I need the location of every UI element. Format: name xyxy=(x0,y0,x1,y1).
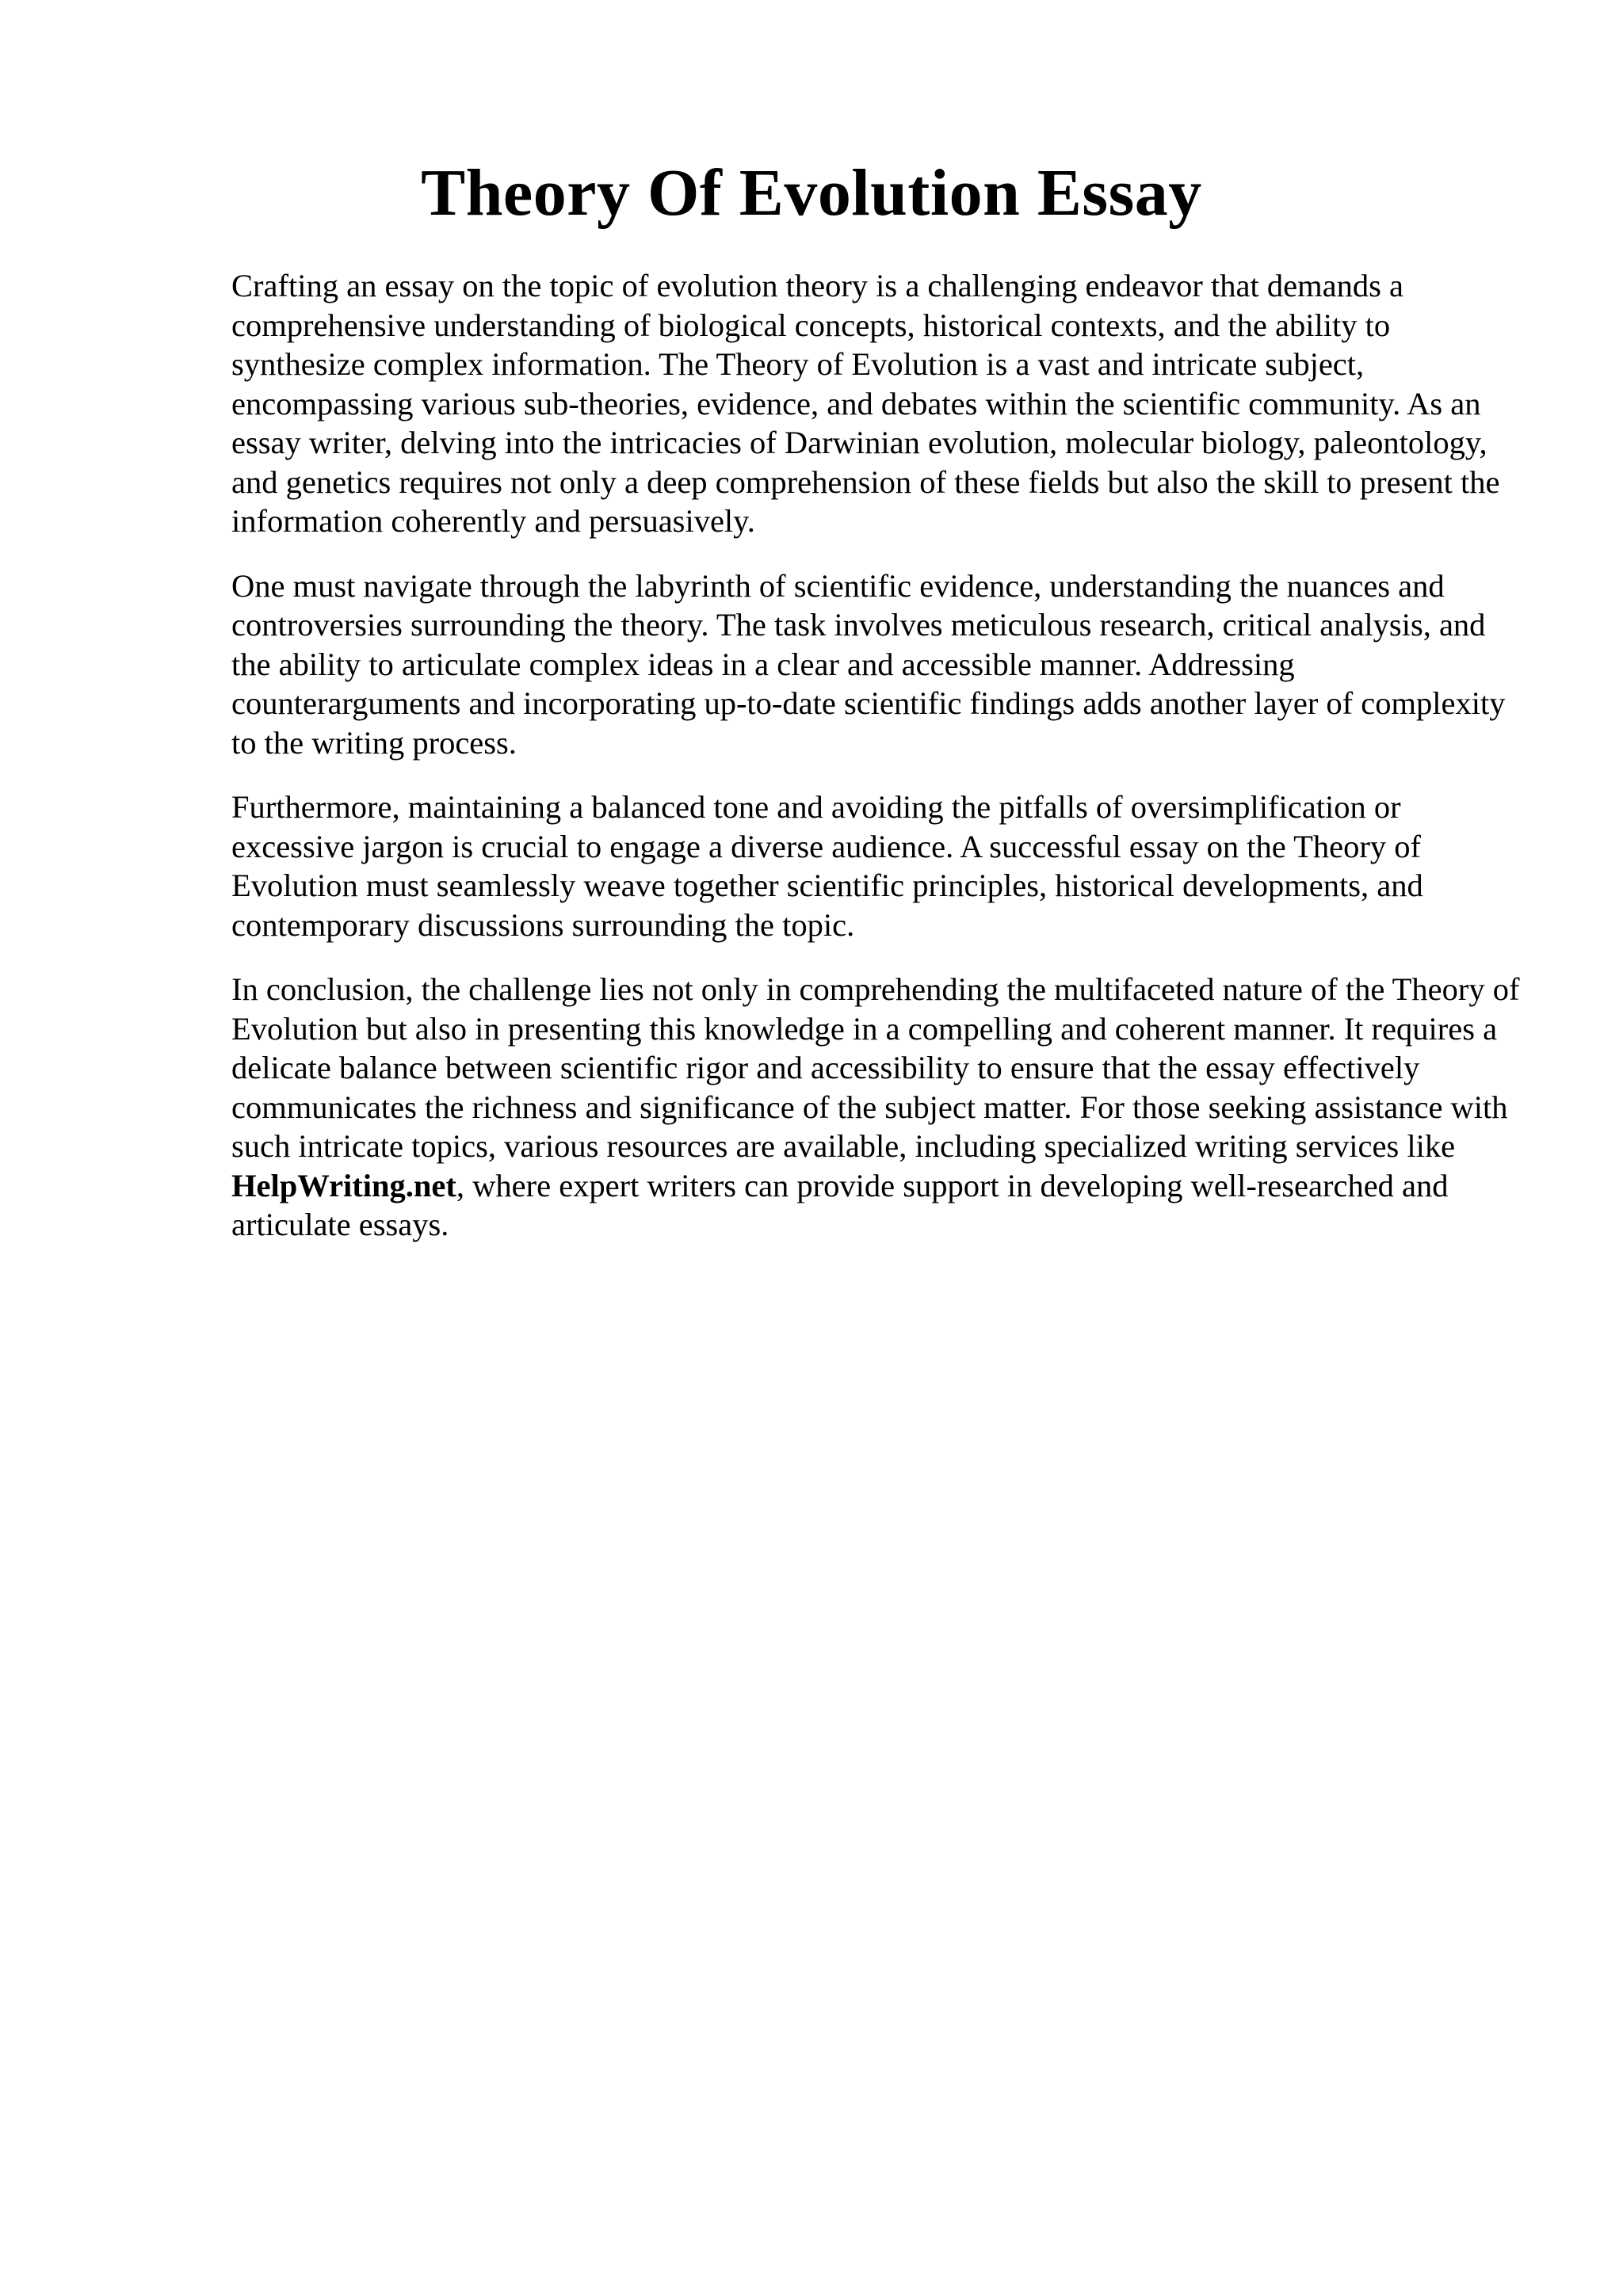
conclusion-text-after: , where expert writers can provide support in developing well-researched and articulate essays. xyxy=(231,1167,1449,1242)
document-body xyxy=(231,266,1531,1270)
helpwriting-brand-link[interactable]: HelpWriting.net xyxy=(231,1167,456,1203)
paragraph-intro: Crafting an essay on the topic of evolution theory is a challenging endeavor that demands a comprehensive understanding of biological concepts, historical contexts, and the ability to synthesize complex information. The Theory of Evolution is a vast and intricate subject, encompassing various sub-theories, evidence, and debates within the scientific community. As an essay writer, delving into the intricacies of Darwinian evolution, molecular biology, paleontology, and genetics requires not only a deep comprehension of these fields but also the skill to present the information coherently and persuasively. xyxy=(231,268,1500,539)
paragraph-conclusion xyxy=(231,970,1531,1245)
paragraph-research: One must navigate through the labyrinth of scientific evidence, understanding the nuances and controversies surrounding the theory. The task involves meticulous research, critical analysis, and the ability to articulate complex ideas in a clear and accessible manner. Addressing counterarguments and incorporating up-to-date scientific findings adds another layer of complexity to the writing process. xyxy=(231,567,1506,761)
paragraph-tone: Furthermore, maintaining a balanced tone and avoiding the pitfalls of oversimplification or excessive jargon is crucial to engage a diverse audience. A successful essay on the Theory of Evolution must seamlessly weave together scientific principles, historical developments, and contemporary discussions surrounding the topic. xyxy=(231,789,1423,943)
document-title: Theory Of Evolution Essay xyxy=(421,156,1202,230)
conclusion-text-before: In conclusion, the challenge lies not only in comprehending the multifaceted nature of the Theory of Evolution but also in presenting this knowledge in a compelling and coherent manner. It requires a delicate balance between scientific rigor and accessibility to ensure that the essay effectively communicates the richness and significance of the subject matter. For those seeking assistance with such intricate topics, various resources are available, including specialized writing services like xyxy=(231,971,1520,1164)
